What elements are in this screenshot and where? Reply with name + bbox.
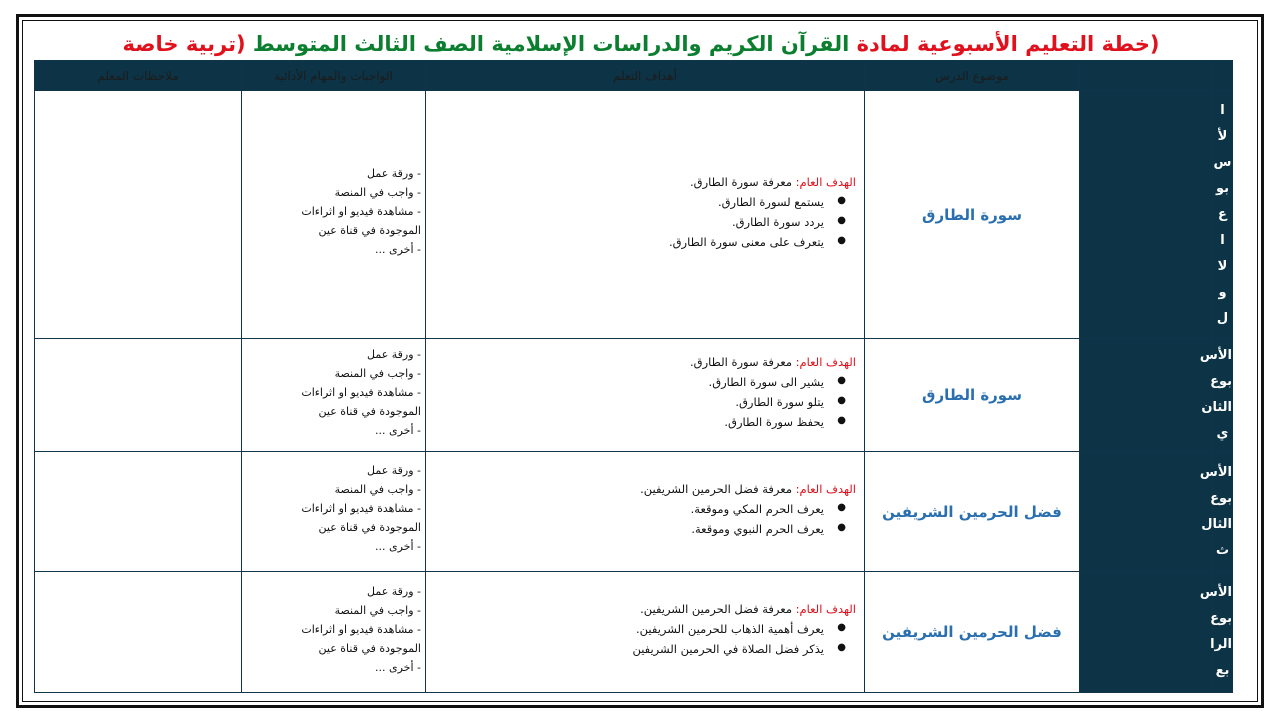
tasks-cell <box>242 452 426 572</box>
task-item: - أخرى ... <box>375 660 421 674</box>
task-list <box>242 167 425 256</box>
goals-header: أهداف التعلم <box>426 61 865 91</box>
task-item: الموجودة في قناة عين <box>318 404 421 418</box>
general-goal: الهدف العام: معرفة سورة الطارق. <box>690 174 856 189</box>
task-item: - مشاهدة فيديو او اثراءات <box>301 385 421 399</box>
task-item: - ورقة عمل <box>367 584 421 598</box>
task-item: - ورقة عمل <box>367 464 421 477</box>
task-item: - واجب في المنصة <box>334 186 421 199</box>
goal-item: ● يشير الى سورة الطارق. <box>426 375 856 389</box>
spacer-cell <box>1080 91 1213 339</box>
teacher-notes-cell[interactable] <box>35 339 242 452</box>
goal-item: ● يستمع لسورة الطارق. <box>426 195 856 209</box>
title-part-2: القرآن الكريم والدراسات الإسلامية الصف الثالث المتوسط <box>245 32 850 56</box>
task-item: - مشاهدة فيديو او اثراءات <box>301 205 421 218</box>
teacher-notes-cell[interactable] <box>35 452 242 572</box>
task-item: - أخرى ... <box>375 423 421 437</box>
lesson-title: سورة الطارق <box>865 339 1080 452</box>
general-goal: الهدف العام: معرفة فضل الحرمين الشريفين. <box>640 481 856 496</box>
goal-item: ● يتعرف على معنى سورة الطارق. <box>426 235 856 249</box>
lesson-header: موضوع الدرس <box>865 61 1080 91</box>
goal-item: ● يعرف الحرم النبوي وموقعة. <box>426 522 856 536</box>
goal-list <box>426 375 856 429</box>
general-goal: الهدف العام: معرفة فضل الحرمين الشريفين. <box>640 602 856 616</box>
task-item: - واجب في المنصة <box>334 603 421 617</box>
goal-item: ● يتلو سورة الطارق. <box>426 395 856 409</box>
week-row <box>35 91 1233 339</box>
goal-item: ● يعرف الحرم المكي وموقعة. <box>426 502 856 516</box>
week-row <box>35 452 1233 572</box>
week-header-cell <box>1213 61 1233 91</box>
task-item: - مشاهدة فيديو او اثراءات <box>301 502 421 515</box>
task-item: - أخرى ... <box>375 540 421 553</box>
notes-header: ملاحظات المعلم <box>35 61 242 91</box>
goal-list <box>426 195 856 249</box>
task-item: - واجب في المنصة <box>334 483 421 496</box>
goals-cell <box>426 91 865 339</box>
week-label: الأس بوع الثان ي <box>1213 339 1233 452</box>
task-item: الموجودة في قناة عين <box>318 521 421 534</box>
goals-cell <box>426 452 865 572</box>
tasks-cell <box>242 572 426 693</box>
task-item: الموجودة في قناة عين <box>318 224 421 237</box>
tasks-cell <box>242 91 426 339</box>
header-row <box>35 61 1233 91</box>
task-list <box>242 585 425 674</box>
week-row <box>35 572 1233 693</box>
lesson-title: سورة الطارق <box>865 91 1080 339</box>
goal-item: ● يذكر فضل الصلاة في الحرمين الشريفين <box>426 642 856 656</box>
lesson-title: فضل الحرمين الشريفين <box>865 572 1080 693</box>
task-item: الموجودة في قناة عين <box>318 641 421 655</box>
week-label: ا لأ س بو ع ا لا و ل <box>1213 91 1233 339</box>
weekly-plan-table <box>34 60 1233 693</box>
title-part-1: (خطة التعليم الأسبوعية لمادة <box>849 32 1160 56</box>
task-item: - مشاهدة فيديو او اثراءات <box>301 622 421 636</box>
task-list <box>242 464 425 553</box>
task-item: - أخرى ... <box>375 243 421 256</box>
goals-cell <box>426 339 865 452</box>
week-label: الأس بوع الرا بع <box>1213 572 1233 693</box>
lesson-title: فضل الحرمين الشريفين <box>865 452 1080 572</box>
spacer-header-cell <box>1080 61 1213 91</box>
teacher-notes-cell[interactable] <box>35 572 242 693</box>
tasks-cell <box>242 339 426 452</box>
goal-item: ● يردد سورة الطارق. <box>426 215 856 229</box>
page-title <box>30 28 1252 60</box>
title-part-3: (تربية خاصة <box>122 32 246 56</box>
teacher-notes-cell[interactable] <box>35 91 242 339</box>
spacer-cell <box>1080 339 1213 452</box>
week-row <box>35 339 1233 452</box>
week-label: الأس بوع الثال ث <box>1213 452 1233 572</box>
spacer-cell <box>1080 572 1213 693</box>
task-item: - ورقة عمل <box>367 347 421 361</box>
general-goal: الهدف العام: معرفة سورة الطارق. <box>690 355 856 369</box>
goal-item: ● يعرف أهمية الذهاب للحرمين الشريفين. <box>426 622 856 636</box>
goals-cell <box>426 572 865 693</box>
task-item: - واجب في المنصة <box>334 366 421 380</box>
task-item: - ورقة عمل <box>367 167 421 180</box>
goal-item: ● يحفظ سورة الطارق. <box>426 415 856 429</box>
goal-list <box>426 502 856 536</box>
tasks-header: الواجبات والمهام الأدائية <box>242 61 426 91</box>
spacer-cell <box>1080 452 1213 572</box>
goal-list <box>426 622 856 656</box>
task-list <box>242 348 425 437</box>
